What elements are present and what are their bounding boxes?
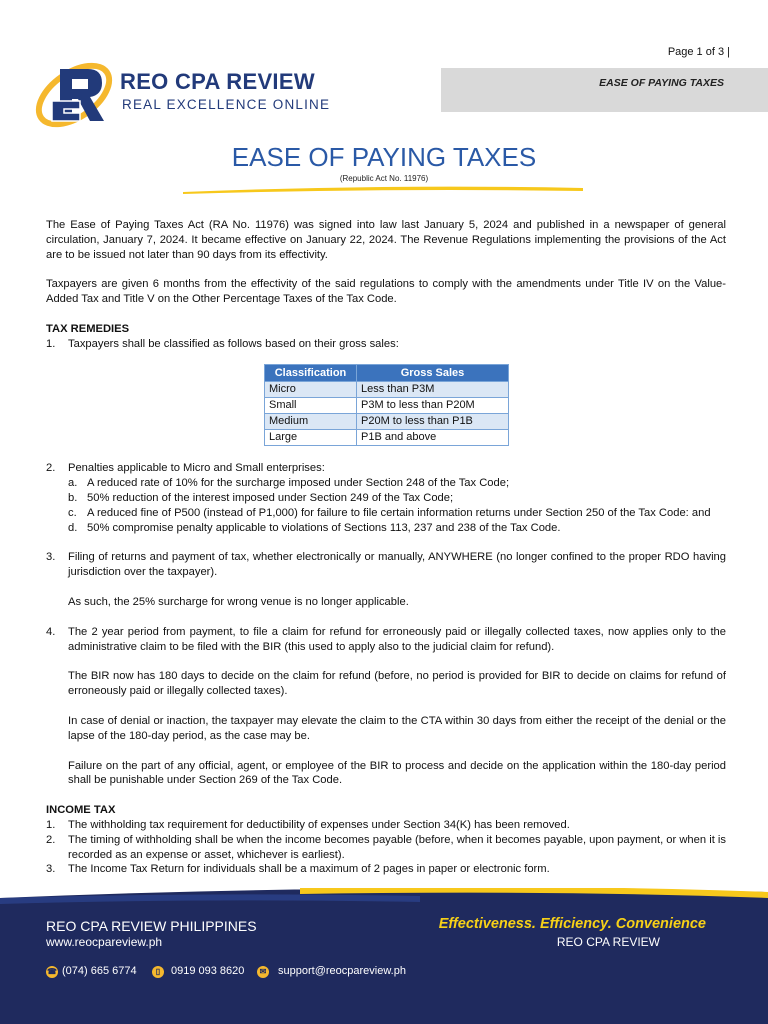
table-cell: Small	[265, 398, 357, 414]
footer-slogan: Effectiveness. Efficiency. Convenience	[438, 916, 706, 932]
list-item-paragraph: In case of denial or inaction, the taxpayer may elevate the claim to the CTA within 30 days from either the receipt of the denial or the lapse of the 180-day period, as the case may be.	[68, 714, 726, 742]
list-number: 1.	[46, 818, 56, 831]
list-item-paragraph: As such, the 25% surcharge for wrong venue is no longer applicable.	[68, 595, 409, 608]
table-header-cell: Gross Sales	[357, 364, 509, 382]
intro-paragraph-2: Taxpayers are given 6 months from the effectivity of the said regulations to comply with the amendments under Title IV on the Value-Added Tax and Title V on the Other Percentage Taxes of the Tax Code.	[46, 278, 726, 306]
page-number: Page 1 of 3 |	[667, 46, 730, 58]
table-header-cell: Classification	[265, 364, 357, 382]
list-number: 2.	[46, 462, 56, 475]
list-number: 4.	[46, 625, 56, 638]
logo-tagline: REAL EXCELLENCE ONLINE	[122, 97, 331, 112]
section-heading-tax-remedies: TAX REMEDIES	[46, 322, 130, 335]
list-item	[46, 818, 726, 833]
table-cell: Less than P3M	[357, 382, 509, 398]
logo-emblem-icon	[30, 55, 122, 135]
footer-mobile[interactable]: 0919 093 8620	[171, 965, 245, 977]
list-item	[46, 862, 726, 877]
table-cell: Micro	[265, 382, 357, 398]
table-cell: P1B and above	[357, 430, 509, 446]
table-cell: P3M to less than P20M	[357, 398, 509, 414]
footer-website-link[interactable]: www.reocpareview.ph	[46, 935, 163, 949]
table-row	[265, 398, 509, 414]
email-icon: ✉	[257, 966, 269, 978]
document-title: EASE OF PAYING TAXES	[231, 142, 537, 172]
footer-email-link[interactable]: support@reocpareview.ph	[278, 965, 406, 977]
sub-list-item	[46, 506, 726, 521]
table-row	[265, 430, 509, 446]
list-number: 3.	[46, 551, 56, 564]
list-number: 1.	[46, 337, 56, 350]
document-body	[46, 218, 726, 877]
list-number: 2.	[46, 833, 56, 846]
table-header-row	[265, 364, 509, 382]
list-item-text: Penalties applicable to Micro and Small enterprises:	[68, 462, 325, 475]
table-cell: P20M to less than P1B	[357, 414, 509, 430]
mobile-icon: ▯	[152, 966, 164, 978]
sub-list-letter: a.	[68, 477, 78, 490]
footer-background	[0, 888, 768, 1024]
list-item	[46, 833, 726, 863]
table-cell: Medium	[265, 414, 357, 430]
list-item-text: Taxpayers shall be classified as follows based on their gross sales:	[68, 337, 399, 350]
header-banner	[441, 68, 768, 112]
list-item-text: The withholding tax requirement for deductibility of expenses under Section 34(K) has been removed.	[68, 818, 570, 831]
list-item-text: Filing of returns and payment of tax, whether electronically or manually, ANYWHERE (no longer confined to the proper RDO having jurisdiction over the taxpayer).	[68, 551, 726, 579]
footer-company: REO CPA REVIEW PHILIPPINES	[46, 918, 257, 934]
sub-list-item	[46, 521, 726, 536]
header-banner-text: EASE OF PAYING TAXES	[599, 77, 724, 89]
list-item-text: The timing of withholding shall be when the income becomes payable (before, when it becomes payable, upon payment, or when it is recorded as an expense or asset, whichever is earliest).	[68, 833, 726, 861]
logo	[30, 55, 330, 135]
sub-list-letter: c.	[68, 506, 77, 519]
phone-icon: ☎	[47, 967, 57, 976]
table-row	[265, 382, 509, 398]
sub-list-text: 50% compromise penalty applicable to violations of Sections 113, 237 and 238 of the Tax Code.	[87, 521, 561, 534]
list-item	[46, 337, 726, 352]
table-cell: Large	[265, 430, 357, 446]
title-underline	[183, 186, 583, 194]
section-heading-income-tax: INCOME TAX	[46, 804, 116, 817]
sub-list-item	[46, 491, 726, 506]
intro-paragraph-1: The Ease of Paying Taxes Act (RA No. 11976) was signed into law last January 5, 2024 and published in a newspaper of general circulation, January 7, 2024. It became effective on January 22, 2024. The Revenue Regulations implementing the provisions of the Act are to be issued not later than 90 days from its effectivity.	[46, 219, 726, 261]
list-item	[46, 625, 726, 655]
sub-list-text: 50% reduction of the interest imposed under Section 249 of the Tax Code;	[87, 491, 454, 504]
footer-phone[interactable]: (074) 665 6774	[62, 965, 137, 977]
classification-table	[264, 364, 509, 447]
sub-list-letter: d.	[68, 521, 78, 534]
list-item-paragraph: Failure on the part of any official, agent, or employee of the BIR to process and decide on the application within the 180-day period shall be punishable under Section 269 of the Tax Code.	[68, 759, 726, 787]
sub-list-text: A reduced rate of 10% for the surcharge imposed under Section 248 of the Tax Code;	[87, 477, 510, 490]
list-item	[46, 550, 726, 580]
sub-list-letter: b.	[68, 491, 78, 504]
list-item-text: The Income Tax Return for individuals shall be a maximum of 2 pages in paper or electronic form.	[68, 863, 550, 876]
sub-list-item	[46, 476, 726, 491]
list-item-paragraph: The BIR now has 180 days to decide on the claim for refund (before, no period is provided for BIR to decide on claims for refund of erroneously paid or illegally collected taxes).	[68, 670, 726, 698]
footer-brand: REO CPA REVIEW	[556, 935, 660, 949]
list-item	[46, 461, 726, 476]
list-number: 3.	[46, 863, 56, 876]
document-subtitle: (Republic Act No. 11976)	[339, 174, 429, 183]
logo-title: REO CPA REVIEW	[120, 69, 315, 94]
list-item-text: The 2 year period from payment, to file a claim for refund for erroneously paid or illegally collected taxes, now applies only to the administrative claim to be filed with the BIR (this used to apply also to the judicial claim for refund).	[68, 625, 726, 653]
table-row	[265, 414, 509, 430]
footer	[0, 888, 768, 1024]
sub-list-text: A reduced fine of P500 (instead of P1,000) for failure to file certain information returns under Section 250 of the Tax Code: and	[87, 506, 711, 519]
